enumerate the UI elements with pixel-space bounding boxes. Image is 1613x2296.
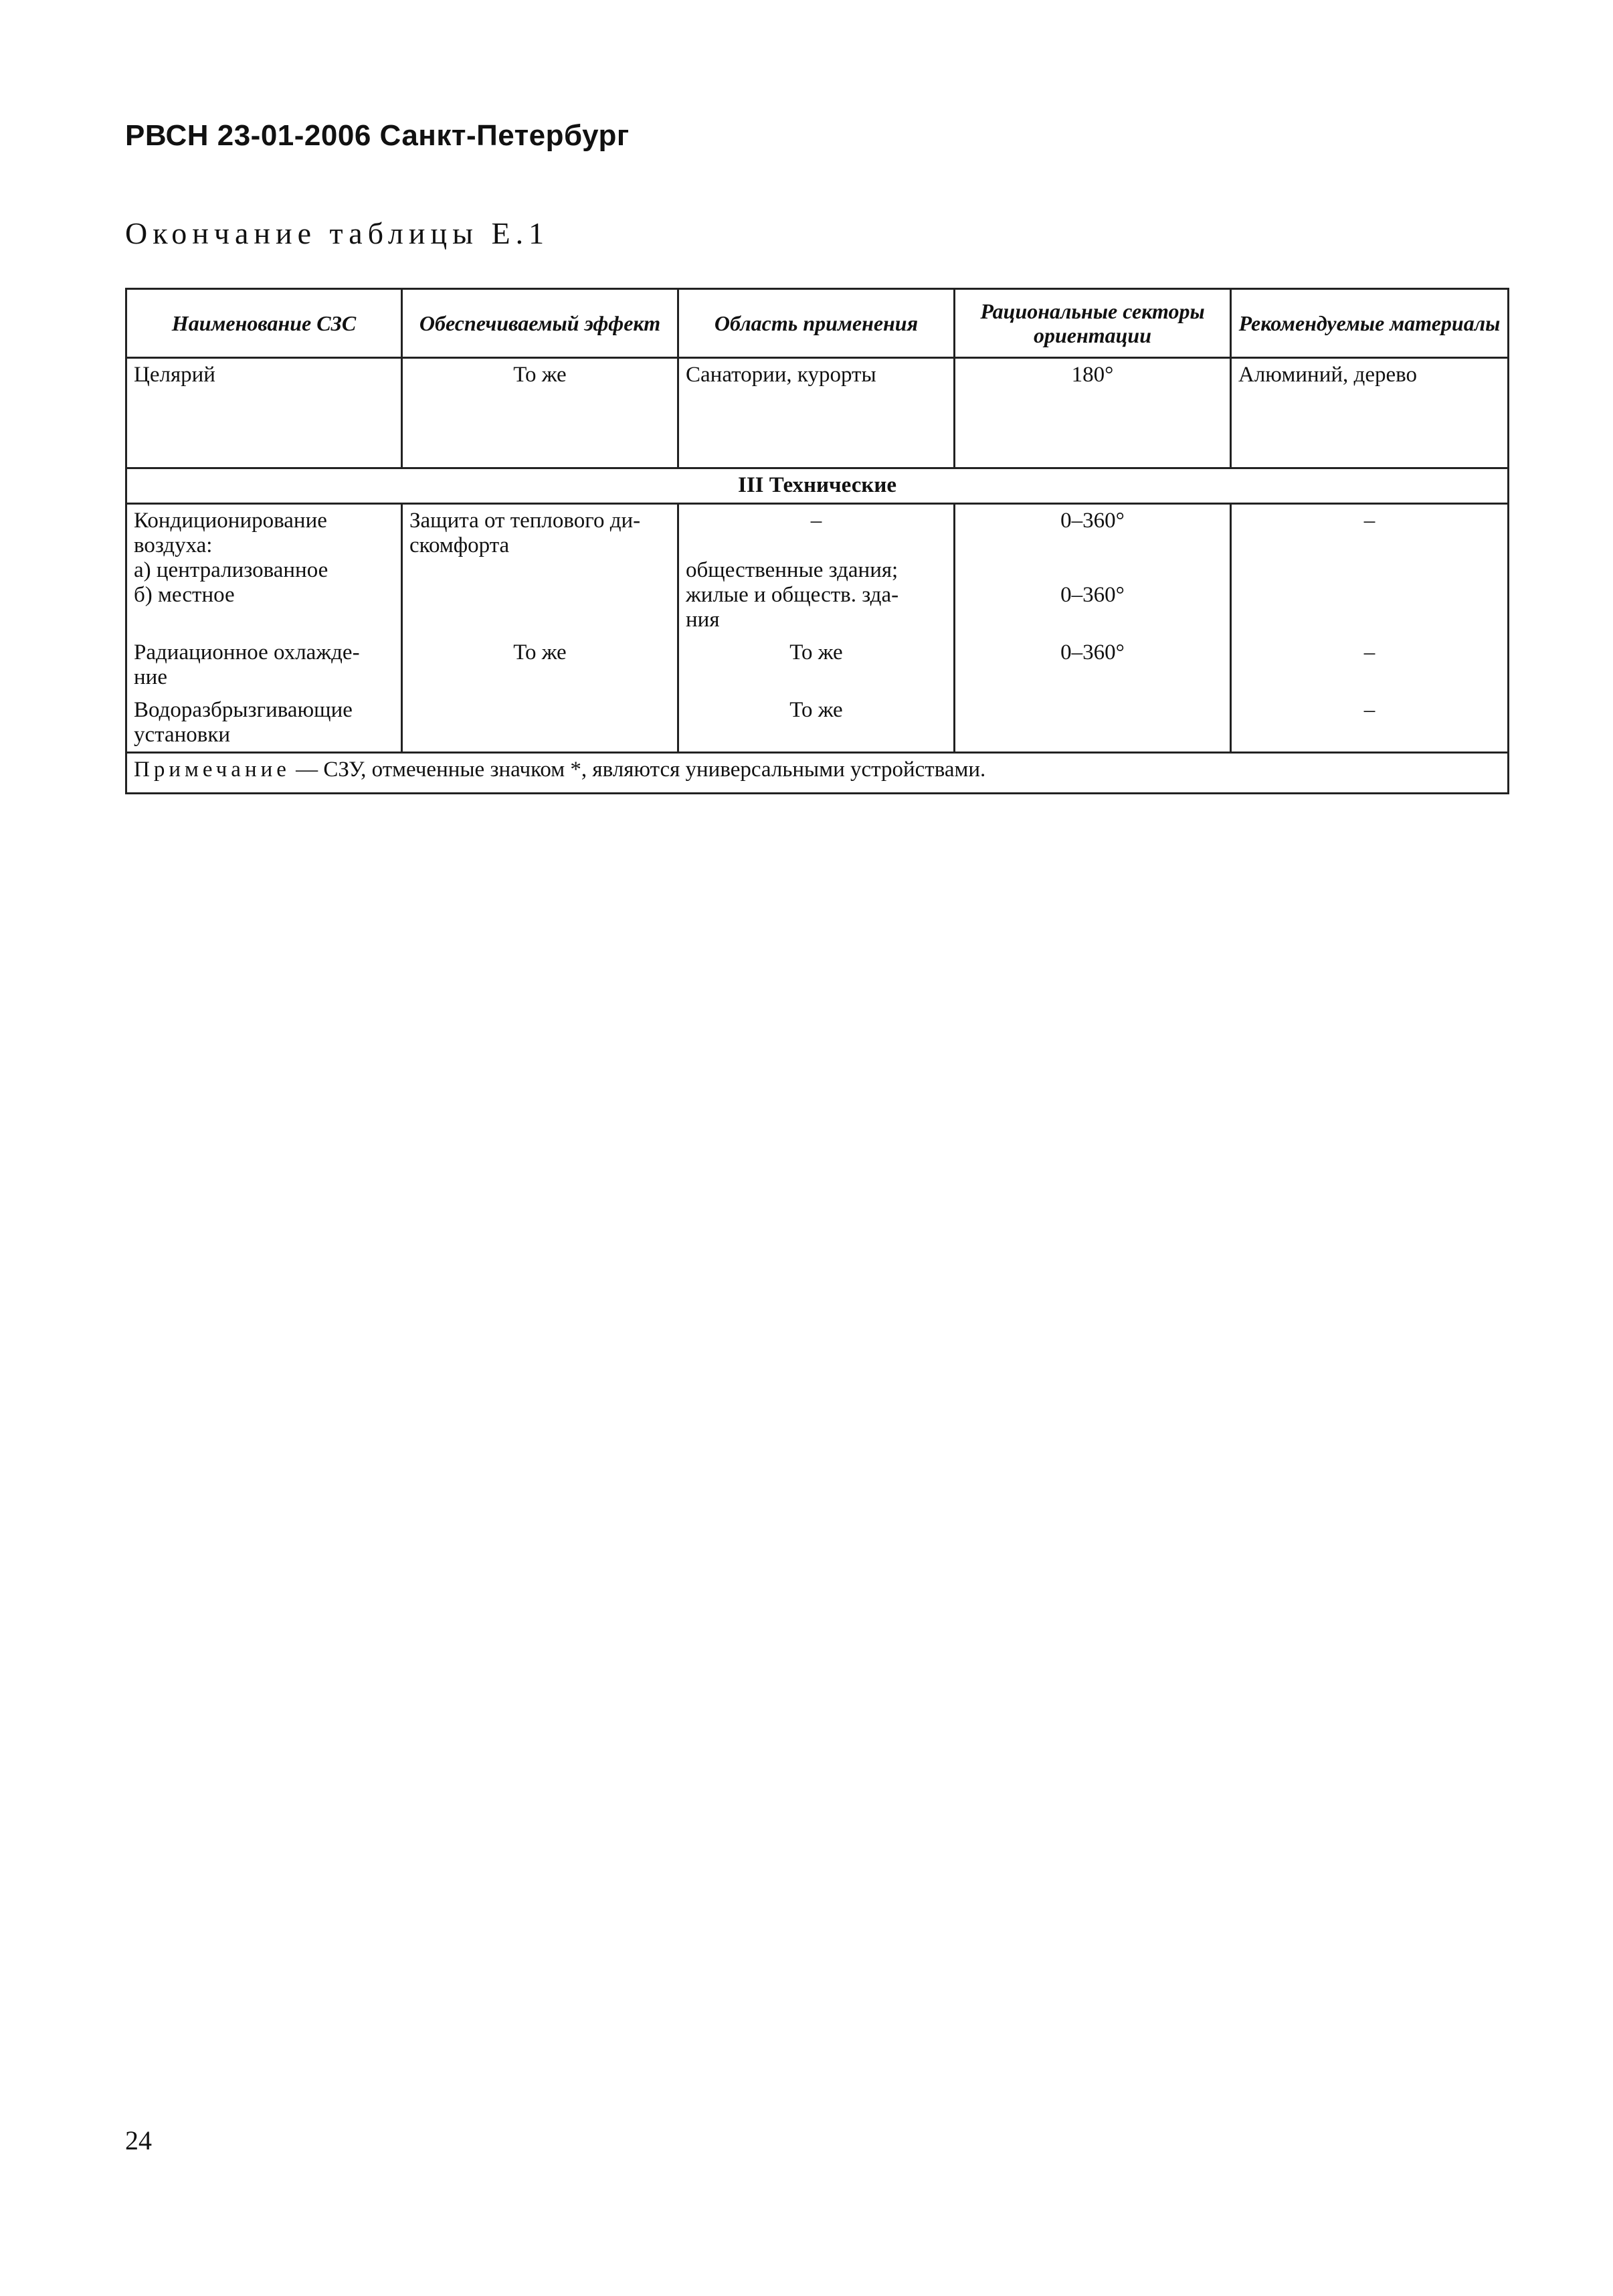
note-label: Примечание: [134, 758, 290, 782]
header-area: Область применения: [678, 289, 955, 358]
cell-materials: –: [1231, 694, 1509, 753]
cell-materials: –: [1231, 636, 1509, 694]
text-line: 0–360°: [1060, 583, 1125, 607]
cell-materials: Алюминий, дерево: [1231, 358, 1509, 468]
cell-materials: –: [1231, 504, 1509, 637]
cell-name: [126, 694, 402, 753]
section-title: III Технические: [126, 468, 1509, 504]
text-line: ния: [686, 608, 720, 632]
header-sectors: Рациональные секторы ориентации: [955, 289, 1231, 358]
header-effect: Обеспечиваемый эффект: [402, 289, 678, 358]
table-row: [126, 358, 1509, 468]
cell-area: [678, 504, 955, 637]
cell-sector: 180°: [955, 358, 1231, 468]
table-header-row: [126, 289, 1509, 358]
text-line: жилые и обществ. зда-: [686, 583, 899, 607]
header-name: Наименование СЗС: [126, 289, 402, 358]
cell-sector: [955, 694, 1231, 753]
text-line: Водоразбрызгивающие: [134, 698, 353, 722]
text-line: общественные здания;: [686, 558, 898, 582]
note-text: — СЗУ, отмеченные значком *, являются универсальными устройствами.: [290, 758, 986, 782]
cell-effect: [402, 694, 678, 753]
table-note: [126, 753, 1509, 794]
cell-area: То же: [678, 694, 955, 753]
text-line: Кондиционирование: [134, 509, 327, 533]
text-line: установки: [134, 723, 231, 747]
cell-area: То же: [678, 636, 955, 694]
table-row: [126, 636, 1509, 694]
spacer: [962, 533, 1223, 558]
cell-name: [126, 636, 402, 694]
text-line: б) местное: [134, 583, 235, 607]
table-row: [126, 504, 1509, 637]
cell-name: Целярий: [126, 358, 402, 468]
text-line: 0–360°: [1060, 509, 1125, 533]
text-line: Защита от теплового ди-: [409, 509, 641, 533]
text-line: Радиационное охлажде-: [134, 640, 360, 665]
spacer: [686, 533, 947, 558]
text-line: –: [810, 509, 822, 533]
cell-effect: То же: [402, 636, 678, 694]
page-number: 24: [125, 2125, 152, 2155]
cell-effect: То же: [402, 358, 678, 468]
spacer: [962, 558, 1223, 583]
text-line: скомфорта: [409, 533, 510, 557]
cell-effect: [402, 504, 678, 637]
document-header: РВСН 23-01-2006 Санкт-Петербург: [125, 119, 630, 152]
table-row: [126, 694, 1509, 753]
text-line: воздуха:: [134, 533, 213, 557]
section-row: [126, 468, 1509, 504]
cell-sector: [955, 504, 1231, 637]
text-line: а) централизованное: [134, 558, 328, 582]
cell-sector: 0–360°: [955, 636, 1231, 694]
cell-area: Санатории, курорты: [678, 358, 955, 468]
note-row: [126, 753, 1509, 794]
header-materials: Рекомендуемые материалы: [1231, 289, 1509, 358]
cell-name: [126, 504, 402, 637]
table-caption: Окончание таблицы Е.1: [125, 216, 550, 250]
table-e1: [125, 288, 1509, 794]
text-line: ние: [134, 665, 167, 689]
